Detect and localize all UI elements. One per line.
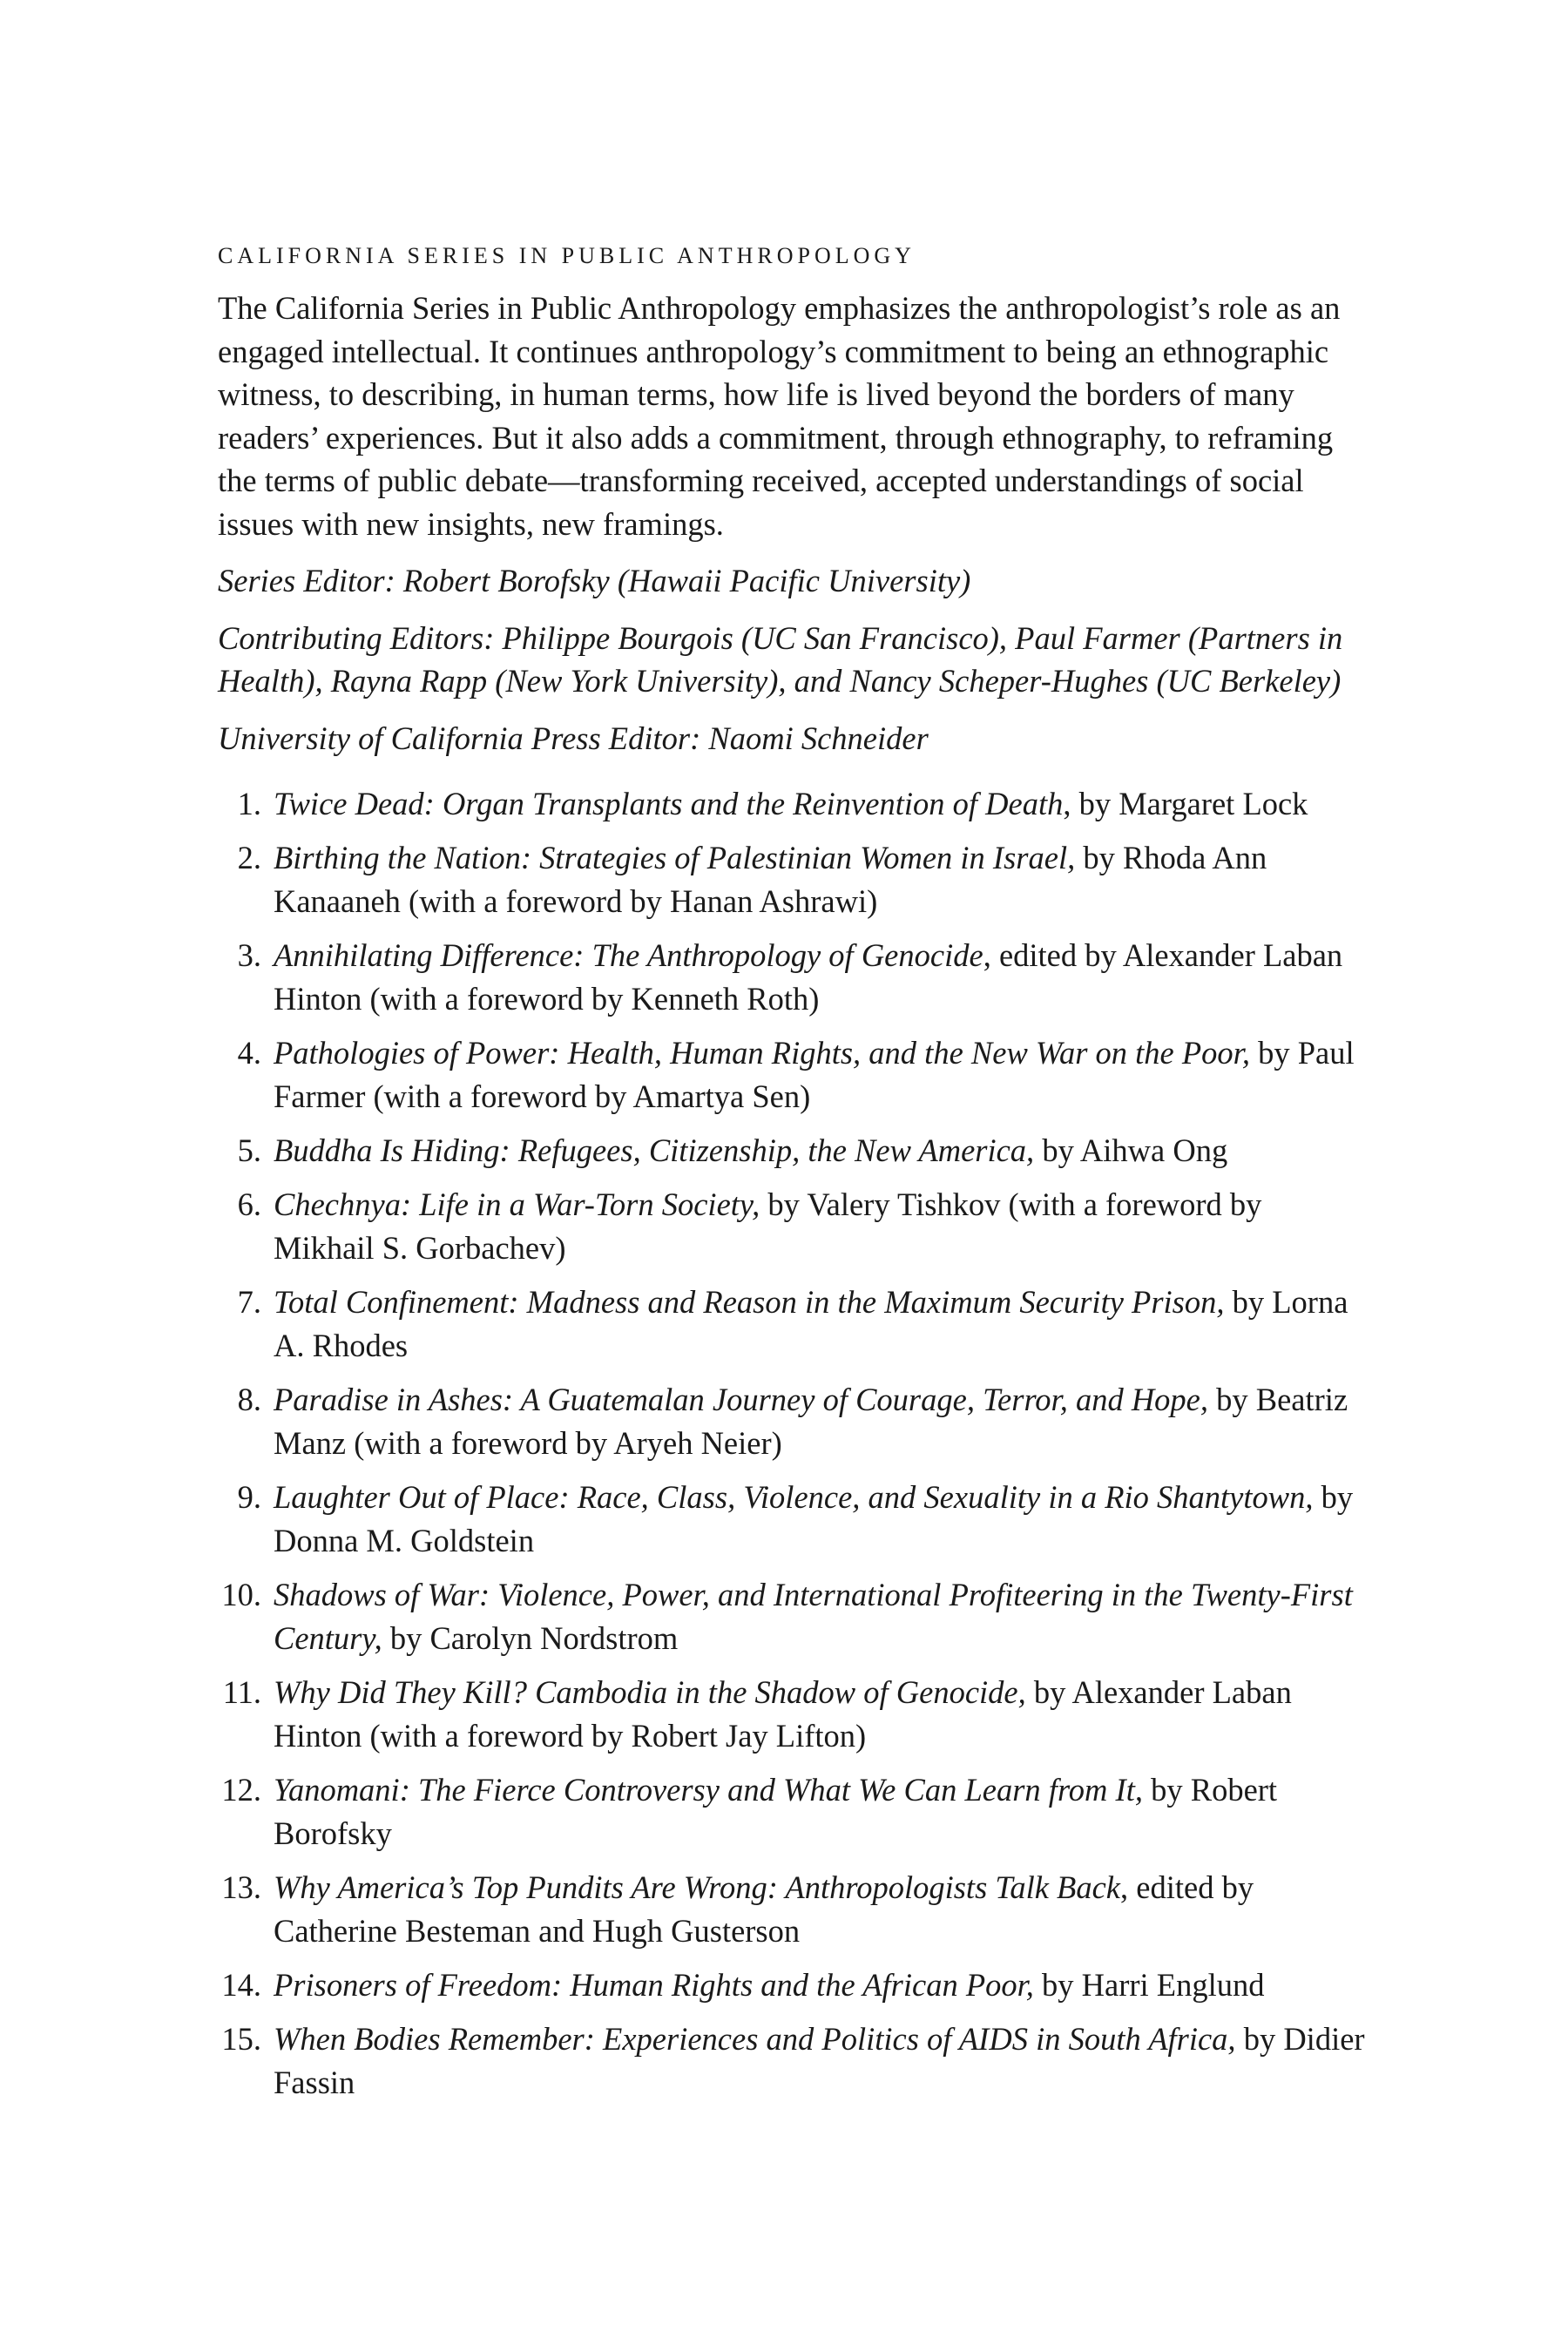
book-title: Birthing the Nation: Strategies of Palestinian Women in Israel, — [274, 840, 1076, 876]
book-credit: by Rhoda Ann Kanaaneh (with a foreword by Hanan Ashrawi) — [274, 840, 1267, 920]
book-title: Why America’s Top Pundits Are Wrong: Anthropologists Talk Back — [274, 1869, 1121, 1906]
book-entry — [218, 1378, 1368, 1465]
book-entry — [218, 1866, 1368, 1953]
book-entry — [218, 1671, 1368, 1758]
book-number: 9. — [237, 1479, 261, 1516]
book-title: When Bodies Remember: Experiences and Politics of AIDS in South Africa, — [274, 2021, 1236, 2058]
series-editor: Series Editor: Robert Borofsky (Hawaii Pacific University) — [218, 563, 971, 599]
book-title: Why Did They Kill? Cambodia in the Shadow of Genocide, — [274, 1674, 1026, 1711]
book-title: Buddha Is Hiding: Refugees, Citizenship, the New America, — [274, 1132, 1035, 1169]
book-entry — [218, 836, 1368, 923]
book-title: Total Confinement: Madness and Reason in the Maximum Security Prison, — [274, 1284, 1225, 1321]
book-credit: by Beatriz Manz (with a foreword by Aryeh Neier) — [274, 1382, 1348, 1462]
book-title: Shadows of War: Violence, Power, and International Profiteering in the Twenty-First Century, — [274, 1577, 1353, 1657]
book-number: 3. — [237, 937, 261, 974]
contributing-editors: Contributing Editors: Philippe Bourgois (UC San Francisco), Paul Farmer (Partners in Health), Rayna Rapp (New York University), and Nancy Scheper-Hughes (UC Berkeley) — [218, 619, 1343, 700]
book-credit: , by Margaret Lock — [1063, 786, 1308, 822]
book-number: 13. — [221, 1869, 261, 1906]
book-credit: by Carolyn Nordstrom — [382, 1620, 679, 1657]
book-entry — [218, 1183, 1368, 1270]
book-entry — [218, 1031, 1368, 1119]
book-credit: by Valery Tishkov (with a foreword by Mikhail S. Gorbachev) — [274, 1186, 1262, 1267]
book-credit: by Robert Borofsky — [274, 1772, 1278, 1852]
book-credit: by Donna M. Goldstein — [274, 1479, 1354, 1559]
book-title: Prisoners of Freedom: Human Rights and the African Poor, — [274, 1967, 1034, 2004]
book-credit: by Alexander Laban Hinton (with a foreword by Robert Jay Lifton) — [274, 1674, 1292, 1754]
book-credit: by Harri Englund — [1033, 1967, 1265, 2004]
press-editor: University of California Press Editor: Naomi Schneider — [218, 720, 929, 756]
book-credit: by Lorna A. Rhodes — [274, 1284, 1348, 1364]
book-number: 4. — [237, 1035, 261, 1071]
book-entry — [218, 1573, 1368, 1660]
book-number: 14. — [221, 1967, 261, 2004]
book-number: 11. — [222, 1674, 261, 1711]
book-title: Laughter Out of Place: Race, Class, Violence, and Sexuality in a Rio Shantytown, — [274, 1479, 1314, 1516]
book-list — [218, 782, 1368, 2105]
book-credit: , edited by Alexander Laban Hinton (with a foreword by Kenneth Roth) — [274, 937, 1343, 1017]
book-entry — [218, 782, 1368, 826]
book-number: 1. — [237, 786, 261, 822]
book-credit: , edited by Catherine Besteman and Hugh Gusterson — [274, 1869, 1254, 1950]
book-title: Paradise in Ashes: A Guatemalan Journey of Courage, Terror, and Hope, — [274, 1382, 1209, 1418]
book-number: 5. — [237, 1132, 261, 1169]
book-entry — [218, 1963, 1368, 2007]
book-title: Annihilating Difference: The Anthropology of Genocide — [274, 937, 983, 974]
book-number: 2. — [237, 840, 261, 876]
series-page-content — [218, 242, 1368, 2115]
book-number: 15. — [221, 2021, 261, 2058]
book-title: Pathologies of Power: Health, Human Rights, and the New War on the Poor, — [274, 1035, 1250, 1071]
book-credit: by Didier Fassin — [274, 2021, 1365, 2101]
book-entry — [218, 1129, 1368, 1173]
book-entry — [218, 1281, 1368, 1368]
book-number: 7. — [237, 1284, 261, 1321]
book-number: 8. — [237, 1382, 261, 1418]
book-entry — [218, 1768, 1368, 1855]
book-entry — [218, 2017, 1368, 2105]
book-credit: by Aihwa Ong — [1034, 1132, 1228, 1169]
series-heading: CALIFORNIA SERIES IN PUBLIC ANTHROPOLOGY — [218, 243, 916, 268]
book-number: 10. — [221, 1577, 261, 1613]
book-entry — [218, 1476, 1368, 1563]
book-number: 12. — [221, 1772, 261, 1808]
book-title: Yanomani: The Fierce Controversy and What We Can Learn from It, — [274, 1772, 1143, 1808]
series-description: The California Series in Public Anthropology emphasizes the anthropologist’s role as an engaged intellectual. It continues anthropology’s commitment to being an ethnographic witness, to describing, in human terms, how life is lived beyond the borders of many readers’ experiences. But it also adds a commitment, through ethnography, to reframing the terms of public debate—transforming received, accepted understandings of social issues with new insights, new framings. — [218, 290, 1341, 542]
book-title: Twice Dead: Organ Transplants and the Reinvention of Death — [274, 786, 1064, 822]
book-title: Chechnya: Life in a War-Torn Society, — [274, 1186, 760, 1223]
book-credit: by Paul Farmer (with a foreword by Amartya Sen) — [274, 1035, 1355, 1115]
book-entry — [218, 934, 1368, 1021]
book-number: 6. — [237, 1186, 261, 1223]
